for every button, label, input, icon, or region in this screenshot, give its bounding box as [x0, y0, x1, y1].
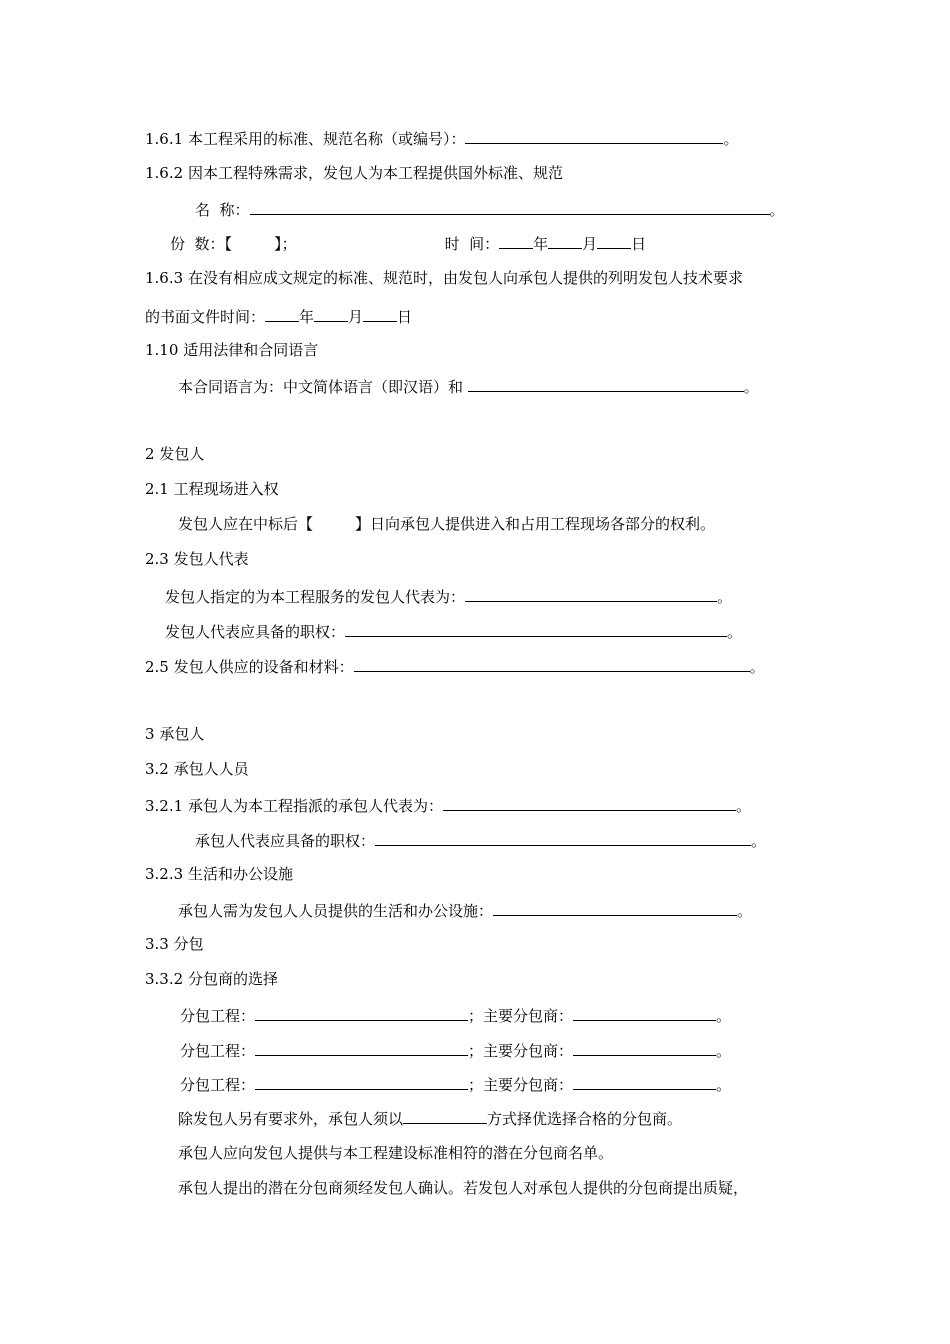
clause-2-1 — [145, 477, 279, 501]
section-3-heading — [145, 722, 204, 746]
clause-number: 2.3 — [145, 550, 169, 568]
subcontractor-blank[interactable] — [573, 1072, 716, 1090]
month-blank[interactable] — [314, 304, 348, 322]
copies-label: 份 数： — [170, 235, 225, 253]
clause-text: 分包 — [173, 935, 204, 953]
clause-number: 3.2 — [145, 760, 169, 778]
clause-text: 工程现场进入权 — [173, 480, 279, 498]
clause-text: 因本工程特殊需求，发包人为本工程提供国外标准、规范 — [187, 164, 563, 182]
clause-number: 1.6.3 — [145, 269, 184, 287]
clause-text: 分包商的选择 — [187, 970, 278, 988]
contractor-representative-blank[interactable] — [443, 793, 736, 811]
clause-number: 1.6.1 — [145, 130, 184, 148]
clause-1-6-1: 1.6.1 本工程采用的标准、规范名称（或编号）： 。 — [145, 126, 738, 150]
supplied-equipment-blank[interactable] — [354, 654, 750, 672]
contractor-authority-blank[interactable] — [375, 828, 751, 846]
clause-number: 3.2.1 — [145, 797, 184, 815]
field-label: 名 称： — [195, 201, 250, 219]
clause-number: 3.2.3 — [145, 865, 184, 883]
subcontract-work-blank[interactable] — [255, 1072, 468, 1090]
employer-representative-blank[interactable] — [465, 584, 717, 602]
clause-3-2-1: 3.2.1 承包人为本工程指派的承包人代表为： 。 — [145, 793, 751, 817]
subcontractor-confirm-line: 承包人提出的潜在分包商须经发包人确认。若发包人对承包人提供的分包商提出质疑， — [178, 1179, 749, 1197]
clause-number: 2.1 — [145, 480, 169, 498]
day-blank[interactable] — [363, 304, 397, 322]
month-blank[interactable] — [548, 231, 582, 249]
clause-text: 在没有相应成文规定的标准、规范时，由发包人向承包人提供的列明发包人技术要求 — [187, 269, 743, 287]
clause-3-3 — [145, 932, 204, 956]
section-2-heading — [145, 442, 204, 466]
facilities-blank[interactable] — [493, 898, 737, 916]
time-label: 时 间： — [444, 235, 500, 253]
clause-text: 承包人为本工程指派的承包人代表为： — [187, 797, 443, 815]
clause-text: 适用法律和合同语言 — [183, 341, 319, 359]
clause-number: 1.10 — [145, 341, 179, 359]
facilities-line: 承包人需为发包人人员提供的生活和办公设施： 。 — [178, 898, 752, 922]
selection-method-blank[interactable] — [403, 1106, 487, 1124]
clause-text: 发包人代表 — [173, 550, 249, 568]
subcontract-work-blank[interactable] — [255, 1003, 468, 1021]
employer-representative-authority-line: 发包人代表应具备的职权： 。 — [165, 619, 742, 643]
section-number: 2 — [145, 445, 155, 463]
contract-language-line: 本合同语言为：中文简体语言（即汉语）和 。 — [178, 374, 759, 398]
year-blank[interactable] — [265, 304, 299, 322]
foreign-standard-name-line: 名 称： 。 — [195, 197, 785, 221]
subcontract-row: 分包工程： ；主要分包商： 。 — [180, 1072, 731, 1096]
clause-text: 生活和办公设施 — [187, 865, 293, 883]
selection-method-line: 除发包人另有要求外，承包人须以 方式择优选择合格的分包商。 — [178, 1106, 682, 1130]
subcontract-row: 分包工程： ；主要分包商： 。 — [180, 1003, 731, 1027]
clause-number: 3.3.2 — [145, 970, 184, 988]
section-title: 承包人 — [159, 725, 205, 743]
clause-3-2 — [145, 757, 249, 781]
section-title: 发包人 — [159, 445, 205, 463]
subcontract-work-blank[interactable] — [255, 1038, 468, 1056]
subcontractor-list-line: 承包人应向发包人提供与本工程建设标准相符的潜在分包商名单。 — [178, 1144, 614, 1162]
day-blank[interactable] — [597, 231, 631, 249]
foreign-standard-name-blank[interactable] — [250, 197, 770, 215]
clause-text: 承包人人员 — [173, 760, 249, 778]
site-access-line: 发包人应在中标后【 】日向承包人提供进入和占用工程现场各部分的权利。 — [178, 515, 716, 533]
clause-3-3-2 — [145, 967, 278, 991]
employer-authority-blank[interactable] — [345, 619, 727, 637]
clause-text: 本工程采用的标准、规范名称（或编号）： — [187, 130, 466, 148]
clause-number: 3.3 — [145, 935, 169, 953]
clause-3-2-3 — [145, 862, 293, 886]
standard-name-blank[interactable] — [465, 126, 723, 144]
clause-1-6-2 — [145, 161, 563, 185]
contractor-authority-line: 承包人代表应具备的职权： 。 — [195, 828, 766, 852]
other-language-blank[interactable] — [468, 374, 744, 392]
section-number: 3 — [145, 725, 155, 743]
clause-1-10 — [145, 338, 318, 362]
subcontractor-blank[interactable] — [573, 1003, 716, 1021]
clause-2-3 — [145, 547, 249, 571]
copies-time-line: 份 数：【 】； 时 间： 年 月 日 — [170, 231, 646, 255]
clause-1-6-3 — [145, 266, 743, 290]
clause-number: 1.6.2 — [145, 164, 184, 182]
employer-representative-line: 发包人指定的为本工程服务的发包人代表为： 。 — [165, 584, 732, 608]
clause-text: 发包人供应的设备和材料： — [173, 658, 354, 676]
clause-2-5: 2.5 发包人供应的设备和材料： 。 — [145, 654, 765, 678]
subcontract-row: 分包工程： ；主要分包商： 。 — [180, 1038, 731, 1062]
clause-number: 2.5 — [145, 658, 169, 676]
year-blank[interactable] — [499, 231, 533, 249]
clause-1-6-3-continued: 的书面文件时间： 年 月 日 — [145, 304, 412, 328]
subcontractor-blank[interactable] — [573, 1038, 716, 1056]
